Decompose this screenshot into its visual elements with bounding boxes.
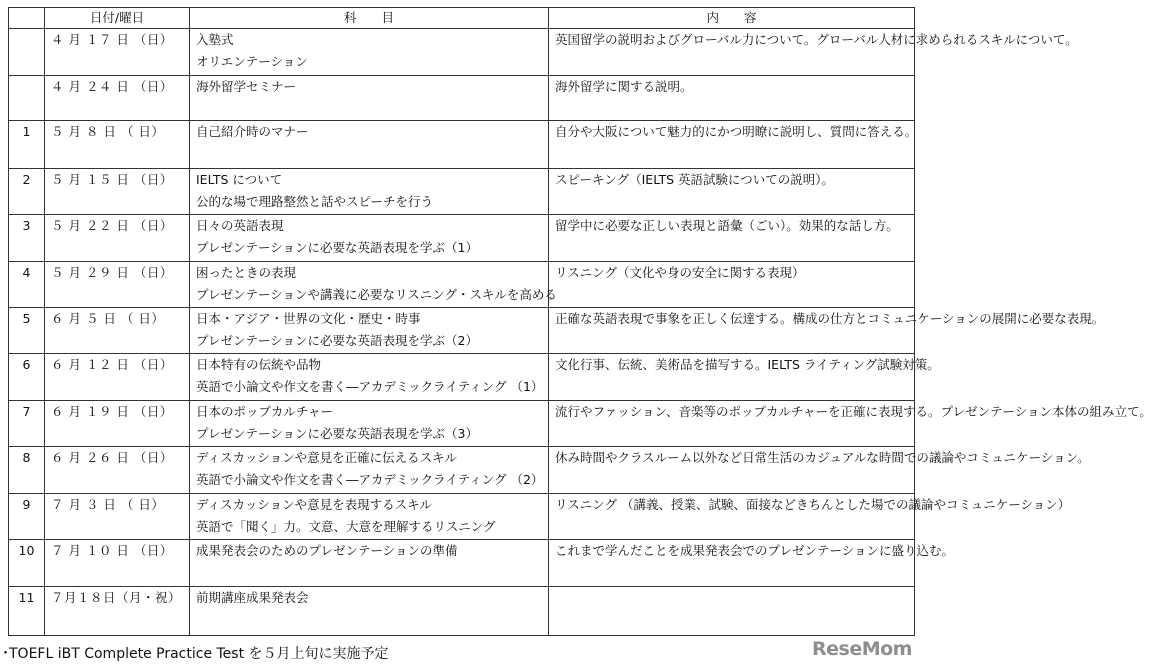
table-row xyxy=(9,215,915,262)
schedule-table xyxy=(8,7,1152,636)
header-no xyxy=(9,8,45,29)
row-date: ５ 月 ２２ 日 （日） xyxy=(45,215,190,262)
row-date: ４ 月 ２４ 日 （日） xyxy=(45,76,190,121)
row-subject xyxy=(190,354,549,401)
table-row xyxy=(9,121,915,169)
subject-line: 日々の英語表現 xyxy=(196,218,284,233)
row-subject xyxy=(190,587,549,636)
resemom-logo: ReseMom xyxy=(812,638,912,660)
row-content: 流行やファッション、音楽等のポップカルチャーを正確に表現する。プレゼンテーション本体の組み立て。 xyxy=(549,401,915,447)
row-number: 3 xyxy=(9,215,45,262)
row-date: ７ 月 ３ 日 （ 日） xyxy=(45,494,190,540)
row-subject xyxy=(190,494,549,540)
table-header-row xyxy=(9,8,915,29)
table-row xyxy=(9,29,915,76)
subject-line: オリエンテーション xyxy=(196,54,308,69)
row-subject xyxy=(190,262,557,308)
table-row xyxy=(9,401,915,447)
row-content: 英国留学の説明およびグローバル力について。グローバル人材に求められるスキルについて。 xyxy=(549,29,915,76)
subject-line: プレゼンテーションに必要な英語表現を学ぶ（3） xyxy=(196,426,478,441)
header-date: 日付/曜日 xyxy=(45,8,190,29)
row-content: 正確な英語表現で事象を正しく伝達する。構成の仕方とコミュニケーションの展開に必要な表現。 xyxy=(549,308,915,354)
subject-line: 公的な場で理路整然と話やスピーチを行う xyxy=(196,194,434,209)
row-number: 10 xyxy=(9,540,45,587)
row-content: 留学中に必要な正しい表現と語彙（ごい）。効果的な話し方。 xyxy=(549,215,915,262)
row-number: 6 xyxy=(9,354,45,401)
subject-line: プレゼンテーションに必要な英語表現を学ぶ（1） xyxy=(196,240,478,255)
subject-line: 日本・アジア・世界の文化・歴史・時事 xyxy=(196,311,421,326)
row-subject xyxy=(190,215,549,262)
row-date: ４ 月 １７ 日 （日） xyxy=(45,29,190,76)
row-date: ６ 月 １２ 日 （日） xyxy=(45,354,190,401)
row-content: スピーキング（IELTS 英語試験についての説明）。 xyxy=(549,169,915,215)
table-row xyxy=(9,354,915,401)
subject-line: 成果発表会のためのプレゼンテーションの準備 xyxy=(196,543,458,558)
row-number: 11 xyxy=(9,587,45,636)
subject-line: IELTS について xyxy=(196,172,283,187)
footnote: ･TOEFL iBT Complete Practice Test を５月上旬に実施予定 xyxy=(2,646,389,662)
table-row xyxy=(9,308,915,354)
row-content xyxy=(549,587,915,636)
subject-line: 海外留学セミナー xyxy=(196,79,297,94)
subject-line: 困ったときの表現 xyxy=(196,265,297,280)
table-row xyxy=(9,587,915,636)
row-number: 1 xyxy=(9,121,45,169)
table-row xyxy=(9,447,915,494)
subject-line: 日本特有の伝統や品物 xyxy=(196,357,322,372)
row-date: ６ 月 ５ 日 （ 日） xyxy=(45,308,190,354)
header-subject: 科 目 xyxy=(190,8,549,29)
row-date: ６ 月 ２６ 日 （日） xyxy=(45,447,190,494)
subject-line: 英語で小論文や作文を書く―アカデミックライティング （1） xyxy=(196,379,544,394)
row-subject xyxy=(190,540,549,587)
row-date: ６ 月 １９ 日 （日） xyxy=(45,401,190,447)
table-row xyxy=(9,494,915,540)
row-number: 7 xyxy=(9,401,45,447)
subject-line: 英語で「聞く」力。文意、大意を理解するリスニング xyxy=(196,519,496,534)
row-number: 5 xyxy=(9,308,45,354)
row-content: リスニング （講義、授業、試験、面接などきちんとした場での議論やコミュニケーション） xyxy=(549,494,915,540)
row-number: 9 xyxy=(9,494,45,540)
row-subject xyxy=(190,29,549,76)
row-subject xyxy=(190,76,549,121)
table-row xyxy=(9,76,915,121)
row-number: 4 xyxy=(9,262,45,308)
row-date: ５ 月 １５ 日 （日） xyxy=(45,169,190,215)
subject-line: ディスカッションや意見を正確に伝えるスキル xyxy=(196,450,458,465)
subject-line: 入塾式 xyxy=(196,32,234,47)
header-content: 内 容 xyxy=(549,8,915,29)
subject-line: ディスカッションや意見を表現するスキル xyxy=(196,497,433,512)
row-content: 休み時間やクラスルーム以外など日常生活のカジュアルな時間での議論やコミュニケーション。 xyxy=(549,447,915,494)
row-date: ７月１８日（月・祝） xyxy=(45,587,190,636)
row-subject xyxy=(190,121,549,169)
row-number xyxy=(9,29,45,76)
row-subject xyxy=(190,169,549,215)
row-number: 8 xyxy=(9,447,45,494)
row-date: ５ 月 ８ 日 （ 日） xyxy=(45,121,190,169)
row-subject xyxy=(190,308,549,354)
subject-line: 自己紹介時のマナー xyxy=(196,124,309,139)
row-content: これまで学んだことを成果発表会でのプレゼンテーションに盛り込む。 xyxy=(549,540,915,587)
table-body xyxy=(9,29,1152,636)
table-row xyxy=(9,169,915,215)
row-content: 自分や大阪について魅力的にかつ明瞭に説明し、質問に答える。 xyxy=(549,121,915,169)
table-row xyxy=(9,262,915,308)
row-content: 海外留学に関する説明。 xyxy=(549,76,915,121)
row-date: ５ 月 ２９ 日 （日） xyxy=(45,262,190,308)
subject-line: 日本のポップカルチャー xyxy=(196,404,334,419)
subject-line: 英語で小論文や作文を書く―アカデミックライティング （2） xyxy=(196,472,544,487)
subject-line: プレゼンテーションや講義に必要なリスニング・スキルを高める xyxy=(196,287,557,302)
row-subject xyxy=(190,447,549,494)
row-number xyxy=(9,76,45,121)
subject-line: プレゼンテーションに必要な英語表現を学ぶ（2） xyxy=(196,333,478,348)
row-subject xyxy=(190,401,549,447)
subject-line: 前期講座成果発表会 xyxy=(196,590,309,605)
table-row xyxy=(9,540,915,587)
row-number: 2 xyxy=(9,169,45,215)
row-content: 文化行事、伝統、美術品を描写する。IELTS ライティング試験対策。 xyxy=(549,354,915,401)
row-content: リスニング（文化や身の安全に関する表現） xyxy=(549,262,915,308)
row-date: ７ 月 １０ 日 （日） xyxy=(45,540,190,587)
